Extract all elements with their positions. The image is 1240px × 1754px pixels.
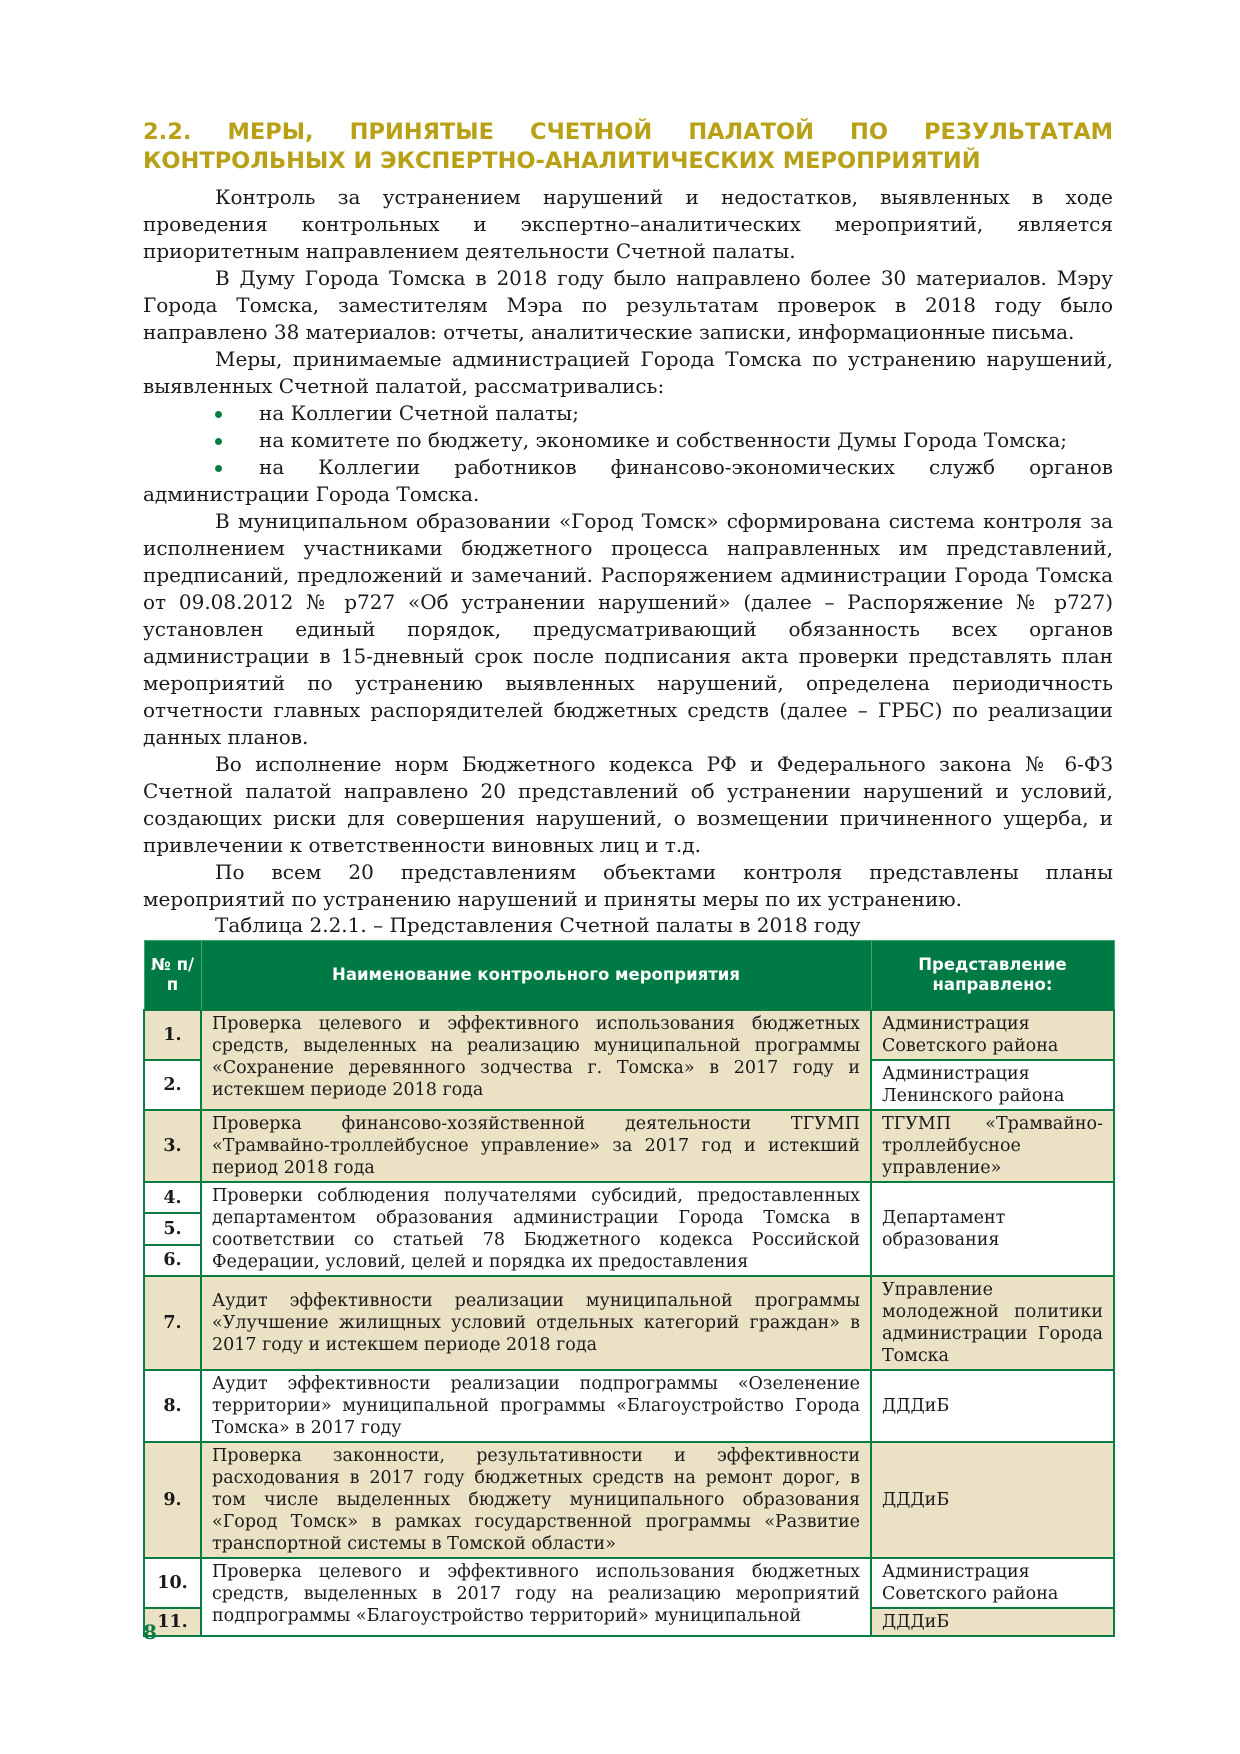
table-row bbox=[144, 1442, 1114, 1558]
row-number: 5. bbox=[144, 1213, 201, 1244]
table-row bbox=[144, 1558, 1114, 1608]
paragraph: Меры, принимаемые администрацией Города Томска по устранению нарушений, выявленных Счетной палатой, рассматривались: bbox=[143, 347, 1113, 398]
recipient: ДДДиБ bbox=[871, 1442, 1114, 1558]
page-content bbox=[143, 118, 1113, 1637]
row-number: 11. bbox=[144, 1608, 201, 1636]
event-name: Проверки соблюдения получателями субсидий, предоставленных департаментом образования администрации Города Томска в соответствии со статьей 78 Бюджетного кодекса Российской Федерации, условий, целей и порядка их предоставления bbox=[201, 1182, 871, 1276]
table-row bbox=[144, 1010, 1114, 1060]
representations-table bbox=[143, 940, 1115, 1637]
event-name: Проверка финансово-хозяйственной деятельности ТГУМП «Трамвайно-троллейбусное управление» за 2017 год и истекший период 2018 года bbox=[201, 1110, 871, 1182]
row-number: 4. bbox=[144, 1182, 201, 1213]
header-num: № п/п bbox=[144, 941, 201, 1011]
row-number: 1. bbox=[144, 1010, 201, 1060]
row-number: 9. bbox=[144, 1442, 201, 1558]
section-heading bbox=[143, 118, 1113, 176]
paragraph: В Думу Города Томска в 2018 году было направлено более 30 материалов. Мэру Города Томска, заместителям Мэра по результатам проверок в 2018 году было направлено 38 материалов: отчеты, аналитические записки, информационные письма. bbox=[143, 266, 1113, 344]
table-row bbox=[144, 1276, 1114, 1370]
paragraph: Во исполнение норм Бюджетного кодекса РФ и Федерального закона № 6-ФЗ Счетной палатой направлено 20 представлений об устранении нарушений и условий, создающих риски для совершения нарушений, о возмещении причиненного ущерба, и привлечении к ответственности виновных лиц и т.д. bbox=[143, 752, 1113, 857]
recipient: Департамент образования bbox=[871, 1182, 1114, 1276]
paragraph: По всем 20 представлениям объектами контроля представлены планы мероприятий по устранению нарушений и приняты меры по их устранению. bbox=[143, 860, 1113, 911]
bullet-icon bbox=[215, 411, 222, 418]
recipient: Администрация Советского района bbox=[871, 1558, 1114, 1608]
table-row bbox=[144, 1182, 1114, 1213]
bullet-item: на комитете по бюджету, экономике и собственности Думы Города Томска; bbox=[143, 427, 1113, 454]
table-header-row bbox=[144, 941, 1114, 1011]
bullet-list bbox=[143, 400, 1113, 508]
bullet-icon bbox=[215, 465, 222, 472]
recipient: ДДДиБ bbox=[871, 1370, 1114, 1442]
recipient: ТГУМП «Трамвайно-троллейбусное управление» bbox=[871, 1110, 1114, 1182]
row-number: 7. bbox=[144, 1276, 201, 1370]
recipient: Администрация Советского района bbox=[871, 1010, 1114, 1060]
recipient: Управление молодежной политики администрации Города Томска bbox=[871, 1276, 1114, 1370]
event-name: Проверка целевого и эффективного использования бюджетных средств, выделенных в 2017 году на реализацию мероприятий подпрограммы «Благоустройство территорий» муниципальной bbox=[201, 1558, 871, 1636]
bullet-item: на Коллегии работников финансово-экономических служб органов администрации Города Томска. bbox=[143, 455, 1113, 506]
recipient: Администрация Ленинского района bbox=[871, 1060, 1114, 1110]
event-name: Аудит эффективности реализации подпрограммы «Озеленение территории» муниципальной программы «Благоустройство Города Томска» в 2017 году bbox=[201, 1370, 871, 1442]
paragraph: В муниципальном образовании «Город Томск» сформирована система контроля за исполнением участниками бюджетного процесса направленных им представлений, предписаний, предложений и замечаний. Распоряжением администрации Города Томска от 09.08.2012 № р727 «Об устранении нарушений» (далее – Распоряжение № р727) установлен единый порядок, предусматривающий обязанность всех органов администрации в 15-дневный срок после подписания акта проверки представлять план мероприятий по устранению выявленных нарушений, определена периодичность отчетности главных распорядителей бюджетных средств (далее – ГРБС) по реализации данных планов. bbox=[143, 509, 1113, 749]
row-number: 10. bbox=[144, 1558, 201, 1608]
recipient: ДДДиБ bbox=[871, 1608, 1114, 1636]
event-name: Аудит эффективности реализации муниципальной программы «Улучшение жилищных условий отдельных категорий граждан» в 2017 году и истекшем периоде 2018 года bbox=[201, 1276, 871, 1370]
heading-line-1: 2.2. МЕРЫ, ПРИНЯТЫЕ СЧЕТНОЙ ПАЛАТОЙ ПО РЕЗУЛЬТАТАМ bbox=[143, 119, 1113, 145]
row-number: 8. bbox=[144, 1370, 201, 1442]
page-number: 8 bbox=[143, 1620, 157, 1644]
table-row bbox=[144, 1110, 1114, 1182]
row-number: 6. bbox=[144, 1245, 201, 1276]
heading-line-2: КОНТРОЛЬНЫХ И ЭКСПЕРТНО-АНАЛИТИЧЕСКИХ МЕРОПРИЯТИЙ bbox=[143, 148, 981, 174]
bullet-icon bbox=[215, 438, 222, 445]
row-number: 2. bbox=[144, 1060, 201, 1110]
bullet-item: на Коллегии Счетной палаты; bbox=[143, 400, 1113, 427]
event-name: Проверка целевого и эффективного использования бюджетных средств, выделенных на реализацию муниципальной программы «Сохранение деревянного зодчества г. Томска» в 2017 году и истекшем периоде 2018 года bbox=[201, 1010, 871, 1110]
row-number: 3. bbox=[144, 1110, 201, 1182]
table-caption: Таблица 2.2.1. – Представления Счетной палаты в 2018 году bbox=[215, 913, 861, 937]
event-name: Проверка законности, результативности и эффективности расходования в 2017 году бюджетных средств на ремонт дорог, в том числе выделенных бюджету муниципального образования «Город Томск» в рамках государственной программы «Развитие транспортной системы в Томской области» bbox=[201, 1442, 871, 1558]
paragraph: Контроль за устранением нарушений и недостатков, выявленных в ходе проведения контрольных и экспертно–аналитических мероприятий, является приоритетным направлением деятельности Счетной палаты. bbox=[143, 185, 1113, 263]
header-name: Наименование контрольного мероприятия bbox=[201, 941, 871, 1011]
header-recipient: Представление направлено: bbox=[871, 941, 1114, 1011]
table-row bbox=[144, 1370, 1114, 1442]
